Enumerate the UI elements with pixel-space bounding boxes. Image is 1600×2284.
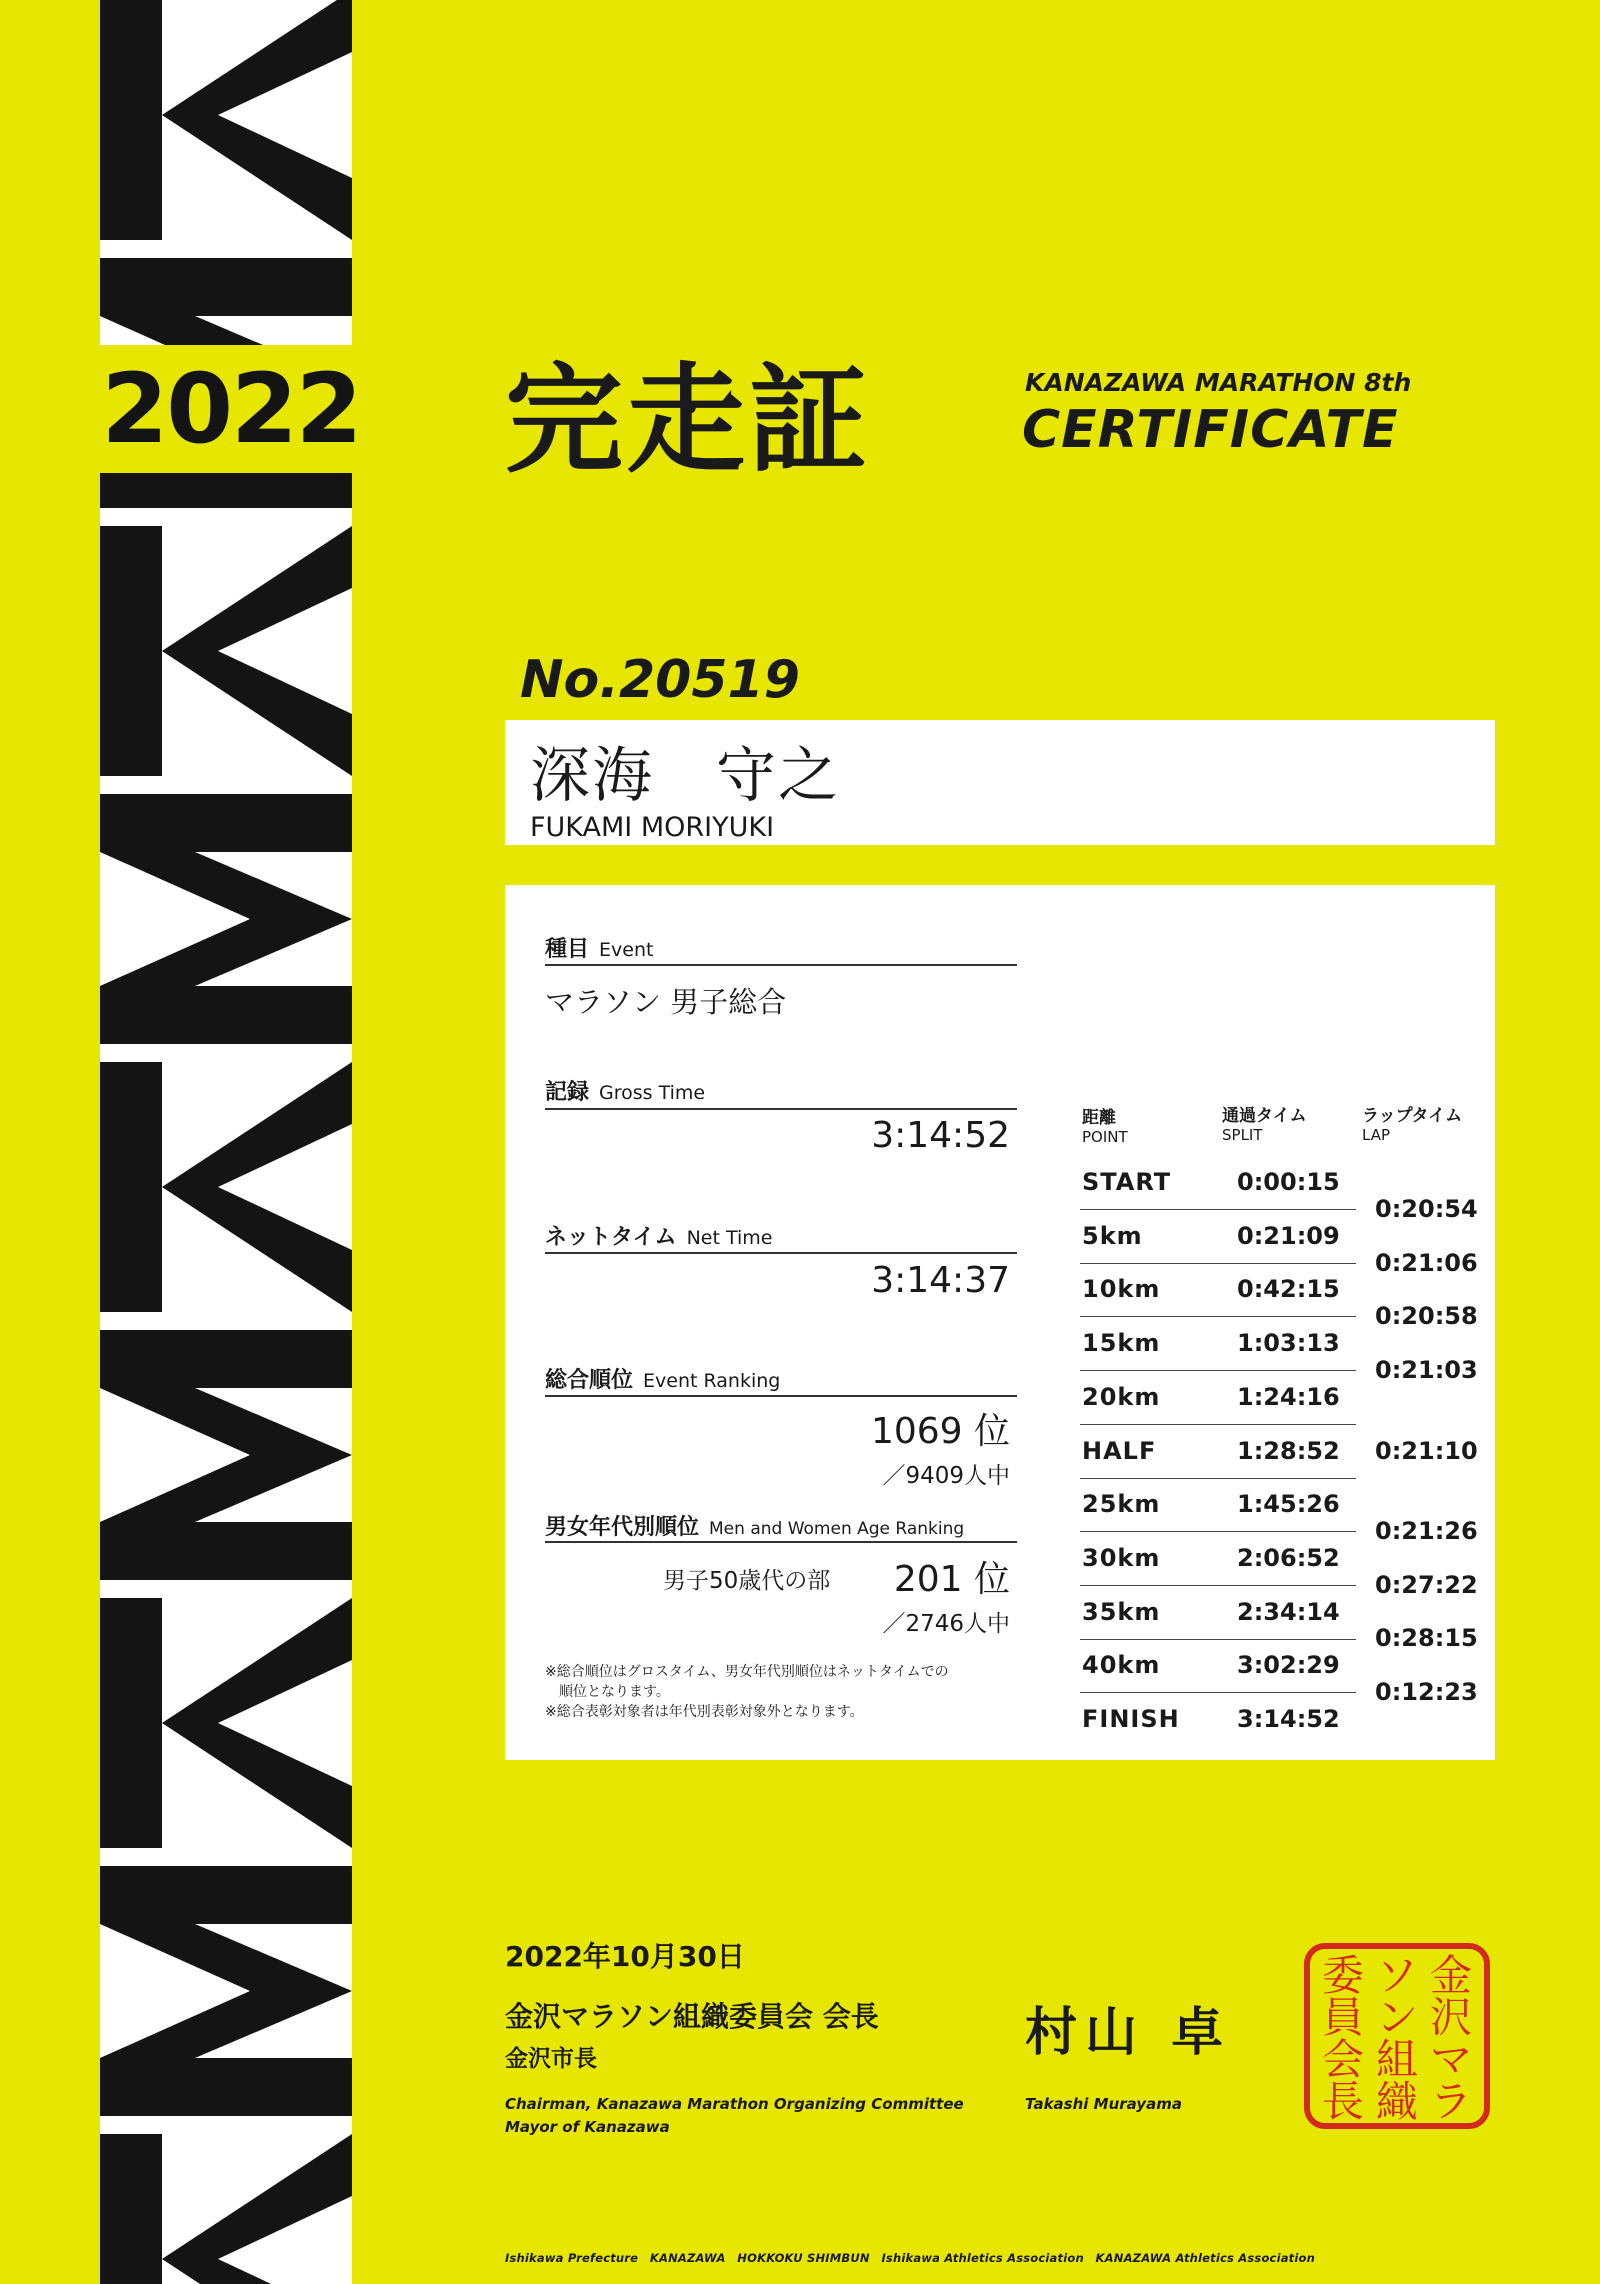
lap-time: 0:12:23 (1375, 1678, 1478, 1707)
signer-name-en: Takashi Murayama (1025, 2095, 1182, 2113)
lap-time: 0:27:22 (1375, 1570, 1478, 1599)
age-ranking-value: 201 位 (893, 1559, 1010, 1600)
row-divider (1080, 1209, 1356, 1210)
lap-time: 0:28:15 (1375, 1624, 1478, 1653)
event-ranking-value: 1069 位 (870, 1411, 1010, 1452)
organizer-title-jp: 金沢マラソン組織委員会 会長 (505, 2000, 879, 2033)
row-divider (1080, 1424, 1356, 1425)
issue-date: 2022年10月30日 (505, 1940, 745, 1973)
split-time: 3:02:29 (1237, 1651, 1340, 1680)
col-header-split: 通過タイム SPLIT (1222, 1106, 1307, 1144)
lap-time: 0:20:58 (1375, 1302, 1478, 1331)
ranking-notes (545, 1662, 949, 1722)
divider (545, 1541, 1017, 1543)
row-divider (1080, 1531, 1356, 1532)
row-divider (1080, 1692, 1356, 1693)
bib-number: No.20519 (520, 650, 800, 710)
svg-text:委: 委 (1321, 1951, 1365, 2000)
split-time: 1:45:26 (1237, 1490, 1340, 1519)
svg-text:組: 組 (1375, 2035, 1419, 2084)
row-divider (1080, 1370, 1356, 1371)
mayor-title-jp: 金沢市長 (505, 2046, 597, 2072)
note-line: 順位となります。 (545, 1684, 670, 1700)
svg-text:員: 員 (1321, 1993, 1365, 2042)
runner-name-jp: 深海 守之 (530, 741, 840, 811)
row-divider (1080, 1585, 1356, 1586)
split-point: FINISH (1082, 1705, 1180, 1733)
divider (545, 1108, 1017, 1110)
age-ranking-total: ／2746人中 (882, 1611, 1010, 1637)
col-header-point: 距離 POINT (1082, 1108, 1128, 1146)
svg-text:マ: マ (1429, 2035, 1473, 2084)
age-ranking-label: 男女年代別順位 Men and Women Age Ranking (545, 1515, 965, 1540)
event-value: マラソン 男子総合 (545, 985, 787, 1019)
kmk-pattern-band (100, 0, 352, 2284)
split-point: 10km (1082, 1275, 1161, 1304)
svg-text:金: 金 (1429, 1951, 1473, 2000)
divider (545, 1395, 1017, 1397)
lap-time: 0:21:03 (1375, 1355, 1478, 1384)
note-line: ※総合順位はグロスタイム、男女年代別順位はネットタイムでの (545, 1664, 949, 1680)
certificate-title-en: CERTIFICATE (1022, 400, 1399, 460)
split-point: 35km (1082, 1597, 1161, 1626)
sponsor-list: Ishikawa Prefecture KANAZAWA HOKKOKU SHIMBUN Ishikawa Athletics Association KANAZAWA Athletics Association (505, 2251, 1316, 2265)
divider (545, 1252, 1017, 1254)
organizer-title-en: Chairman, Kanazawa Marathon Organizing Committee Mayor of Kanazawa (505, 2095, 964, 2136)
split-point: 15km (1082, 1329, 1161, 1358)
signer-name-jp: 村山 卓 (1025, 2003, 1232, 2063)
split-time: 2:06:52 (1237, 1543, 1340, 1572)
split-time: 1:24:16 (1237, 1382, 1340, 1411)
split-point: 5km (1082, 1221, 1143, 1250)
note-line: ※総合表彰対象者は年代別表彰対象外となります。 (545, 1704, 864, 1720)
split-point: 40km (1082, 1651, 1161, 1680)
official-seal (1303, 1942, 1491, 2130)
year-label: 2022 (100, 345, 362, 473)
gross-time-label: 記録 Gross Time (545, 1080, 706, 1105)
split-point: START (1082, 1168, 1172, 1196)
split-time: 1:03:13 (1237, 1329, 1340, 1358)
row-divider (1080, 1478, 1356, 1479)
age-group: 男子50歳代の部 (663, 1568, 831, 1594)
event-ranking-total: ／9409人中 (882, 1463, 1010, 1489)
split-time: 0:21:09 (1237, 1221, 1340, 1250)
svg-text:会: 会 (1321, 2035, 1365, 2084)
svg-text:ソ: ソ (1375, 1951, 1419, 2000)
split-time: 0:00:15 (1237, 1168, 1340, 1196)
event-edition-label: KANAZAWA MARATHON 8th (1025, 368, 1412, 397)
col-header-lap: ラップタイム LAP (1362, 1106, 1463, 1144)
lap-time: 0:21:26 (1375, 1517, 1478, 1546)
split-point: 20km (1082, 1382, 1161, 1411)
event-label: 種目 Event (545, 937, 654, 962)
split-time: 0:42:15 (1237, 1275, 1340, 1304)
split-time: 2:34:14 (1237, 1597, 1340, 1626)
svg-text:ラ: ラ (1429, 2077, 1473, 2126)
row-divider (1080, 1263, 1356, 1264)
svg-text:長: 長 (1321, 2077, 1365, 2126)
lap-time: 0:21:06 (1375, 1248, 1478, 1277)
svg-text:沢: 沢 (1429, 1993, 1473, 2042)
gross-time-value: 3:14:52 (871, 1115, 1010, 1156)
row-divider (1080, 1639, 1356, 1640)
split-point: 25km (1082, 1490, 1161, 1519)
split-time: 3:14:52 (1237, 1705, 1340, 1733)
certificate-title-jp: 完走証 (505, 351, 872, 489)
net-time-label: ネットタイム Net Time (545, 1225, 773, 1250)
split-point: HALF (1082, 1436, 1157, 1465)
row-divider (1080, 1316, 1356, 1317)
split-point: 30km (1082, 1543, 1161, 1572)
svg-text:ン: ン (1375, 1993, 1419, 2042)
divider (545, 964, 1017, 966)
event-ranking-label: 総合順位 Event Ranking (545, 1368, 781, 1393)
svg-text:織: 織 (1375, 2077, 1419, 2126)
split-time: 1:28:52 (1237, 1436, 1340, 1465)
lap-time: 0:21:10 (1375, 1436, 1478, 1465)
net-time-value: 3:14:37 (871, 1260, 1010, 1301)
runner-name-en: FUKAMI MORIYUKI (530, 812, 775, 843)
lap-time: 0:20:54 (1375, 1194, 1478, 1223)
